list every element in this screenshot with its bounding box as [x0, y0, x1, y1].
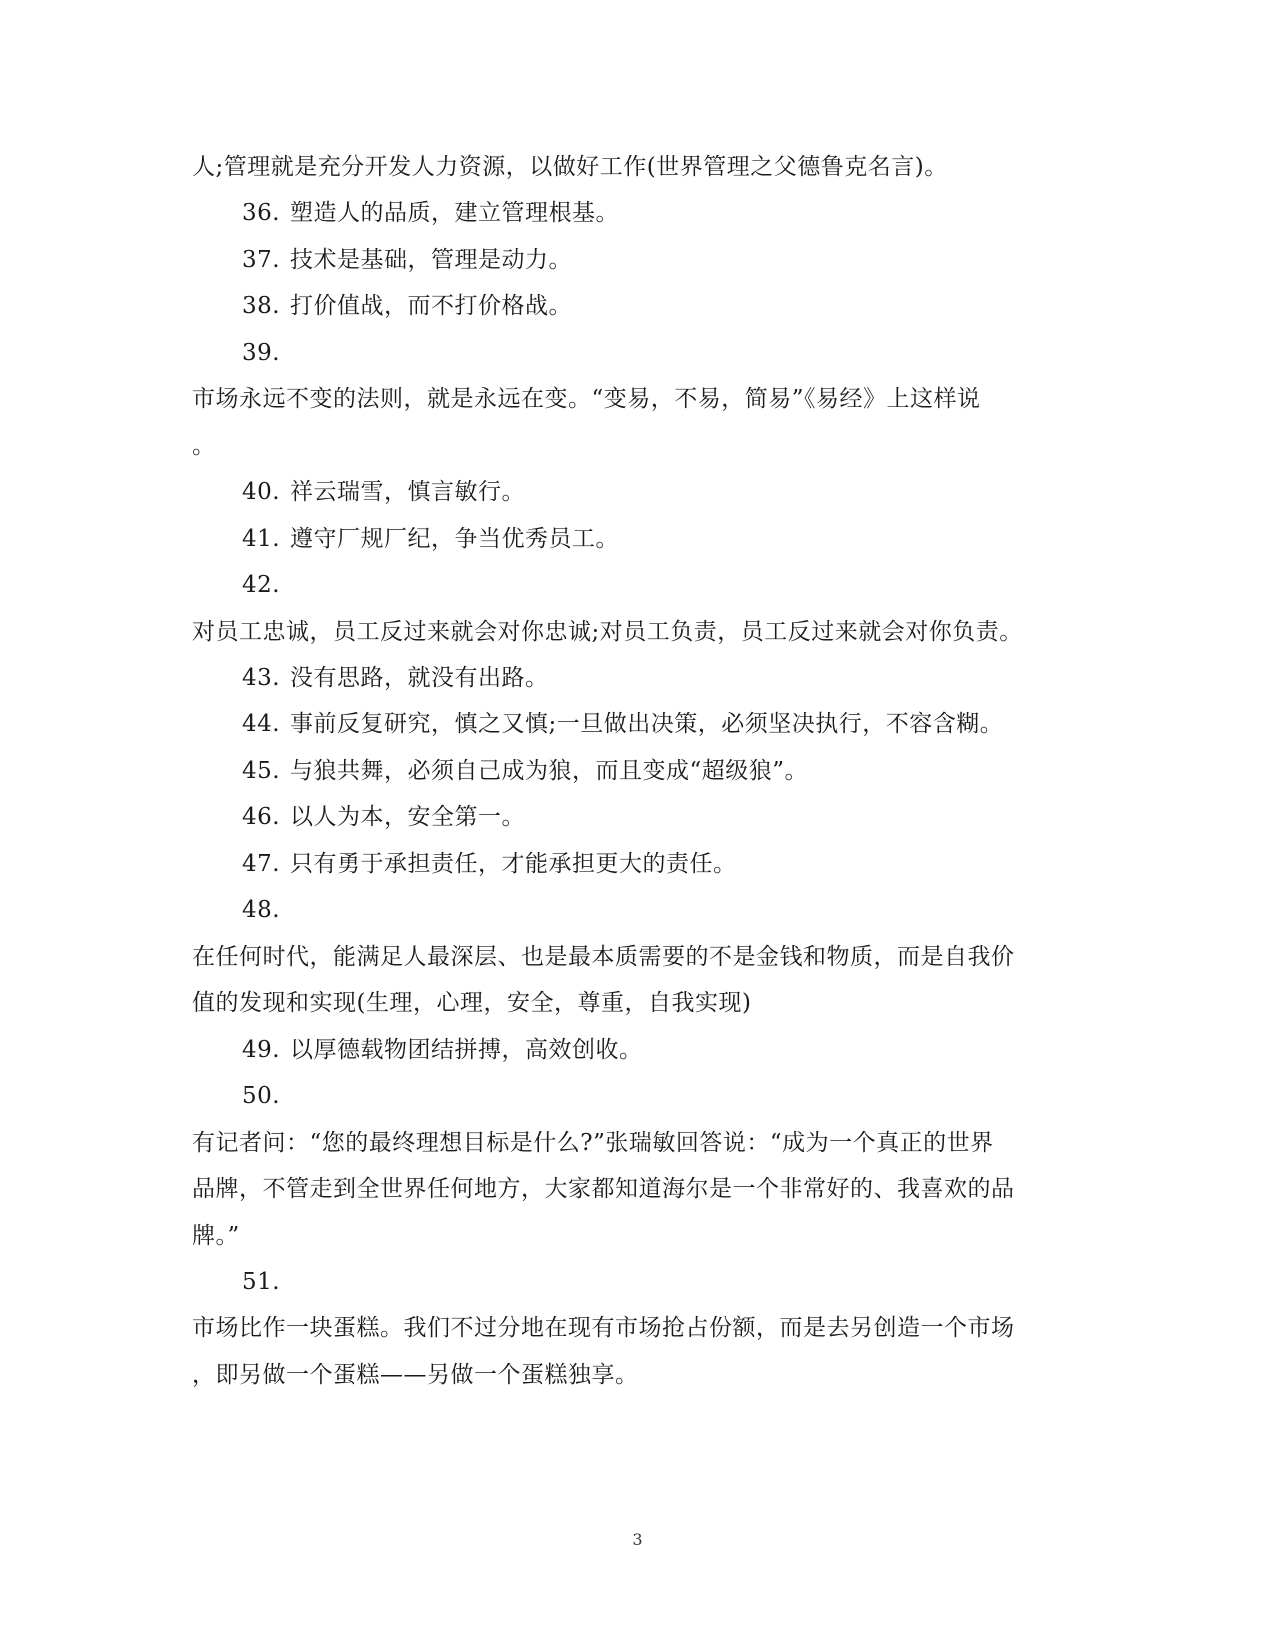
text-line: 有记者问：“您的最终理想目标是什么?”张瑞敏回答说：“成为一个真正的世界 — [192, 1130, 994, 1156]
item-text: 塑造人的品质，建立管理根基。 — [290, 200, 619, 226]
text-line: ，即另做一个蛋糕——另做一个蛋糕独享。 — [192, 1362, 639, 1388]
item-number: 42. — [242, 572, 281, 598]
page-number: 3 — [632, 1530, 643, 1549]
text-line: 在任何时代，能满足人最深层、也是最本质需要的不是金钱和物质，而是自我价 — [192, 944, 1015, 970]
item-number: 46. — [242, 804, 281, 830]
item-text: 祥云瑞雪，慎言敏行。 — [290, 479, 525, 505]
list-item — [242, 1035, 643, 1065]
item-number: 39. — [242, 340, 281, 366]
item-number: 50. — [242, 1083, 281, 1109]
list-item — [242, 709, 1003, 739]
item-number: 41. — [242, 526, 281, 552]
item-text: 遵守厂规厂纪，争当优秀员工。 — [290, 526, 619, 552]
item-text: 与狼共舞，必须自己成为狼，而且变成“超级狼”。 — [290, 758, 809, 784]
item-text: 以厚德载物团结拼搏，高效创收。 — [290, 1037, 643, 1063]
item-text: 只有勇于承担责任，才能承担更大的责任。 — [290, 851, 737, 877]
list-item — [242, 570, 290, 600]
item-number: 47. — [242, 851, 281, 877]
text-line: 人;管理就是充分开发人力资源，以做好工作(世界管理之父德鲁克名言)。 — [192, 154, 948, 180]
list-item — [242, 1081, 290, 1111]
list-item — [242, 291, 572, 321]
item-number: 49. — [242, 1037, 281, 1063]
item-text: 事前反复研究，慎之又慎;一旦做出决策，必须坚决执行，不容含糊。 — [290, 711, 1004, 737]
item-number: 45. — [242, 758, 281, 784]
list-item — [242, 663, 549, 693]
list-item — [242, 756, 808, 786]
item-number: 37. — [242, 247, 281, 273]
list-item — [242, 198, 619, 228]
text-line: 市场永远不变的法则，就是永远在变。“变易，不易，简易”《易经》上这样说 — [192, 386, 981, 412]
list-item — [242, 802, 525, 832]
item-text: 打价值战，而不打价格战。 — [290, 293, 572, 319]
text-line: 。 — [192, 433, 216, 459]
text-line: 牌。” — [192, 1223, 240, 1249]
list-item — [242, 895, 290, 925]
list-item — [242, 524, 619, 554]
item-number: 51. — [242, 1269, 281, 1295]
item-number: 38. — [242, 293, 281, 319]
item-number: 36. — [242, 200, 281, 226]
list-item — [242, 245, 572, 275]
list-item — [242, 849, 737, 879]
list-item — [242, 477, 525, 507]
text-line: 市场比作一块蛋糕。我们不过分地在现有市场抢占份额，而是去另创造一个市场 — [192, 1315, 1015, 1341]
item-text: 技术是基础，管理是动力。 — [290, 247, 572, 273]
item-text: 以人为本，安全第一。 — [290, 804, 525, 830]
item-text: 没有思路，就没有出路。 — [290, 665, 549, 691]
item-number: 44. — [242, 711, 281, 737]
item-number: 48. — [242, 897, 281, 923]
list-item — [242, 1267, 290, 1297]
item-number: 43. — [242, 665, 281, 691]
text-line: 值的发现和实现(生理，心理，安全，尊重，自我实现) — [192, 990, 752, 1016]
list-item — [242, 338, 290, 368]
text-line: 品牌，不管走到全世界任何地方，大家都知道海尔是一个非常好的、我喜欢的品 — [192, 1176, 1015, 1202]
text-line: 对员工忠诚，员工反过来就会对你忠诚;对员工负责，员工反过来就会对你负责。 — [192, 619, 1023, 645]
item-number: 40. — [242, 479, 281, 505]
